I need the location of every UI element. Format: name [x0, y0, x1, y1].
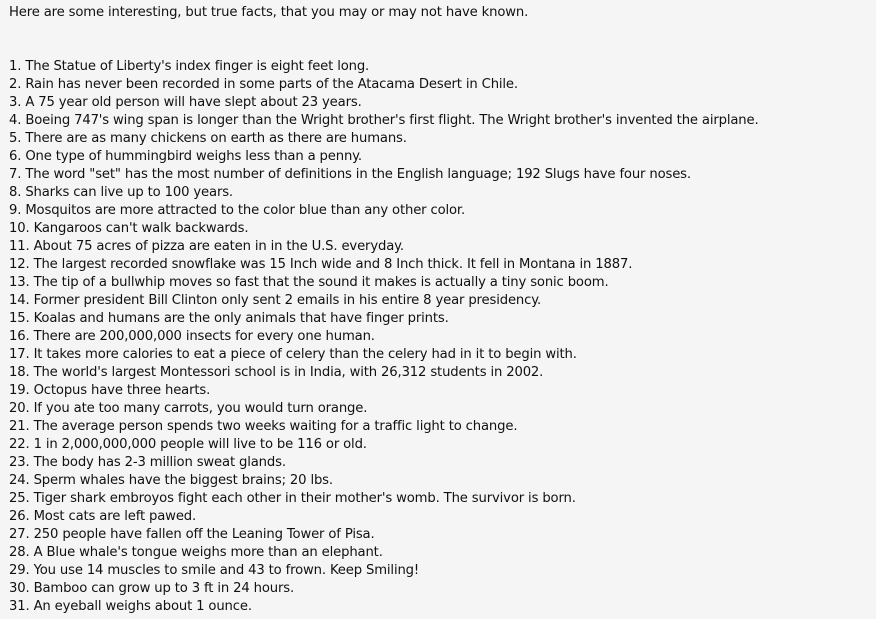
fact-item: 20. If you ate too many carrots, you would turn orange. — [9, 401, 368, 416]
fact-item: 28. A Blue whale's tongue weighs more than an elephant. — [9, 545, 383, 560]
fact-item: 7. The word "set" has the most number of definitions in the English language; 192 Slugs have four noses. — [9, 167, 691, 182]
fact-item: 14. Former president Bill Clinton only sent 2 emails in his entire 8 year presidency. — [9, 293, 542, 308]
fact-item: 27. 250 people have fallen off the Leaning Tower of Pisa. — [9, 527, 375, 542]
fact-item: 5. There are as many chickens on earth as there are humans. — [9, 131, 407, 146]
fact-item: 31. An eyeball weighs about 1 ounce. — [9, 599, 252, 614]
fact-item: 11. About 75 acres of pizza are eaten in in the U.S. everyday. — [9, 239, 404, 254]
fact-item: 19. Octopus have three hearts. — [9, 383, 211, 398]
fact-item: 8. Sharks can live up to 100 years. — [9, 185, 233, 200]
fact-item: 6. One type of hummingbird weighs less than a penny. — [9, 149, 362, 164]
fact-item: 25. Tiger shark embroyos fight each other in their mother's womb. The survivor is born. — [9, 491, 576, 506]
fact-item: 18. The world's largest Montessori school is in India, with 26,312 students in 2002. — [9, 365, 544, 380]
fact-item: 12. The largest recorded snowflake was 15 Inch wide and 8 Inch thick. It fell in Montana in 1887. — [9, 257, 633, 272]
fact-item: 23. The body has 2-3 million sweat glands. — [9, 455, 286, 470]
fact-item: 9. Mosquitos are more attracted to the color blue than any other color. — [9, 203, 466, 218]
fact-item: 1. The Statue of Liberty's index finger is eight feet long. — [9, 59, 370, 74]
facts-list — [9, 58, 759, 616]
fact-item: 2. Rain has never been recorded in some parts of the Atacama Desert in Chile. — [9, 77, 518, 92]
fact-item: 30. Bamboo can grow up to 3 ft in 24 hours. — [9, 581, 294, 596]
fact-item: 24. Sperm whales have the biggest brains; 20 lbs. — [9, 473, 333, 488]
intro-text: Here are some interesting, but true facts, that you may or may not have known. — [9, 5, 529, 20]
fact-item: 4. Boeing 747's wing span is longer than the Wright brother's first flight. The Wright brother's invented the airplane. — [9, 113, 759, 128]
fact-item: 15. Koalas and humans are the only animals that have finger prints. — [9, 311, 449, 326]
fact-item: 21. The average person spends two weeks waiting for a traffic light to change. — [9, 419, 518, 434]
fact-item: 3. A 75 year old person will have slept about 23 years. — [9, 95, 362, 110]
fact-item: 17. It takes more calories to eat a piece of celery than the celery had in it to begin with. — [9, 347, 577, 362]
fact-item: 13. The tip of a bullwhip moves so fast that the sound it makes is actually a tiny sonic boom. — [9, 275, 609, 290]
fact-item: 22. 1 in 2,000,000,000 people will live to be 116 or old. — [9, 437, 367, 452]
fact-item: 29. You use 14 muscles to smile and 43 to frown. Keep Smiling! — [9, 563, 420, 578]
fact-item: 10. Kangaroos can't walk backwards. — [9, 221, 249, 236]
fact-item: 26. Most cats are left pawed. — [9, 509, 197, 524]
fact-item: 16. There are 200,000,000 insects for every one human. — [9, 329, 375, 344]
